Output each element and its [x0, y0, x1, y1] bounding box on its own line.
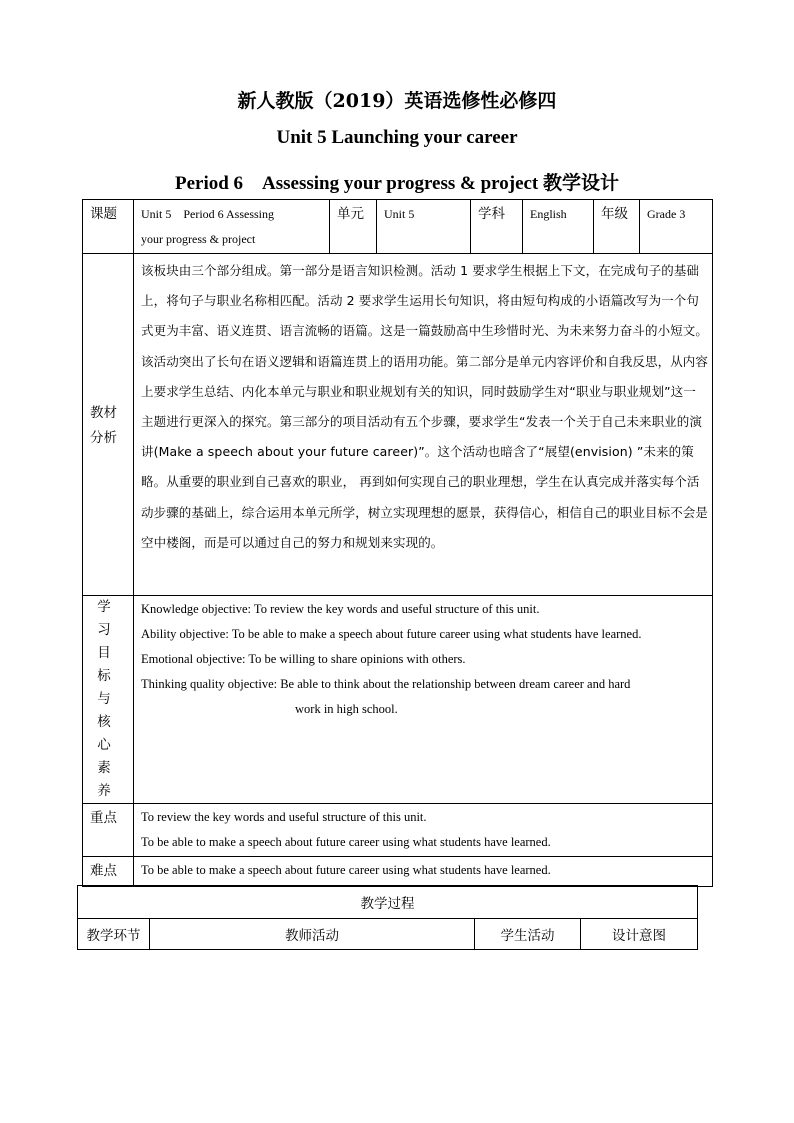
process-title: 教学过程	[78, 886, 698, 919]
thinking-objective: Thinking quality objective: Be able to think about the relationship between dream career and hard	[141, 677, 631, 691]
objectives-row	[83, 596, 713, 804]
teaching-process-table	[77, 885, 698, 950]
ability-objective: Ability objective: To be able to make a speech about future career using what students have learned.	[141, 627, 642, 641]
analysis-row	[83, 254, 713, 596]
emotional-objective: Emotional objective: To be willing to share opinions with others.	[141, 652, 466, 666]
difficulties-row	[83, 857, 713, 887]
column-header: 设计意图	[581, 919, 698, 950]
analysis-label: 教材 分析	[83, 254, 134, 596]
key-points-label: 重点	[83, 804, 134, 857]
grade-value: Grade 3	[640, 200, 713, 254]
thinking-objective-cont: work in high school.	[295, 702, 398, 716]
objectives-text	[134, 596, 713, 804]
topic-label: 课题	[83, 200, 134, 254]
process-header-row	[78, 919, 698, 950]
unit-value: Unit 5	[377, 200, 471, 254]
difficulties-text: To be able to make a speech about future career using what students have learned.	[134, 857, 713, 887]
column-header: 学生活动	[475, 919, 581, 950]
key-points-row	[83, 804, 713, 857]
unit-label: 单元	[330, 200, 377, 254]
analysis-text: 该板块由三个部分组成。第一部分是语言知识检测。活动 1 要求学生根据上下文，在完成句子的基础上，将句子与职业名称相匹配。活动 2 要求学生运用长句知识，将由短句构成的小语篇改写为一个句式更为丰富、语义连贯、语言流畅的语篇。这是一篇鼓励高中生珍惜时光、为未来努力奋斗的小短文。该活动突出了长句在语义逻辑和语篇连贯上的语用功能。第二部分是单元内容评价和自我反思，从内容上要求学生总结、内化本单元与职业和职业规划有关的知识，同时鼓励学生对“职业与职业规划”这一主题进行更深入的探究。第三部分的项目活动有五个步骤，要求学生“发表一个关于自己未来职业的演讲(Make a speech about your future career)”。这个活动也暗含了“展望(envision) ”未来的策略。从重要的职业到自己喜欢的职业， 再到如何实现自己的职业理想，学生在认真完成并落实每个活动步骤的基础上，综合运用本单元所学，树立实现理想的愿景，获得信心，相信自己的职业目标不会是空中楼阁，而是可以通过自己的努力和规划来实现的。	[134, 254, 713, 596]
knowledge-objective: Knowledge objective: To review the key words and useful structure of this unit.	[141, 602, 540, 616]
document-title: 新人教版（2019）英语选修性必修四	[237, 90, 557, 112]
topic-value: Unit 5 Period 6 Assessing your progress & project	[134, 200, 330, 254]
info-row	[83, 200, 713, 254]
lesson-plan-table	[82, 199, 713, 887]
subject-label: 学科	[471, 200, 523, 254]
column-header: 教学环节	[78, 919, 150, 950]
subject-value: English	[523, 200, 594, 254]
difficulties-label: 难点	[83, 857, 134, 887]
column-header: 教师活动	[150, 919, 475, 950]
period-title: Period 6 Assessing your progress & project 教学设计	[174, 173, 620, 194]
key-points-text: To review the key words and useful structure of this unit. To be able to make a speech about future career using what students have learned.	[134, 804, 713, 857]
grade-label: 年级	[594, 200, 640, 254]
unit-title: Unit 5 Launching your career	[276, 127, 518, 148]
objectives-label: 学 习 目 标 与 核 心 素 养	[83, 596, 134, 804]
